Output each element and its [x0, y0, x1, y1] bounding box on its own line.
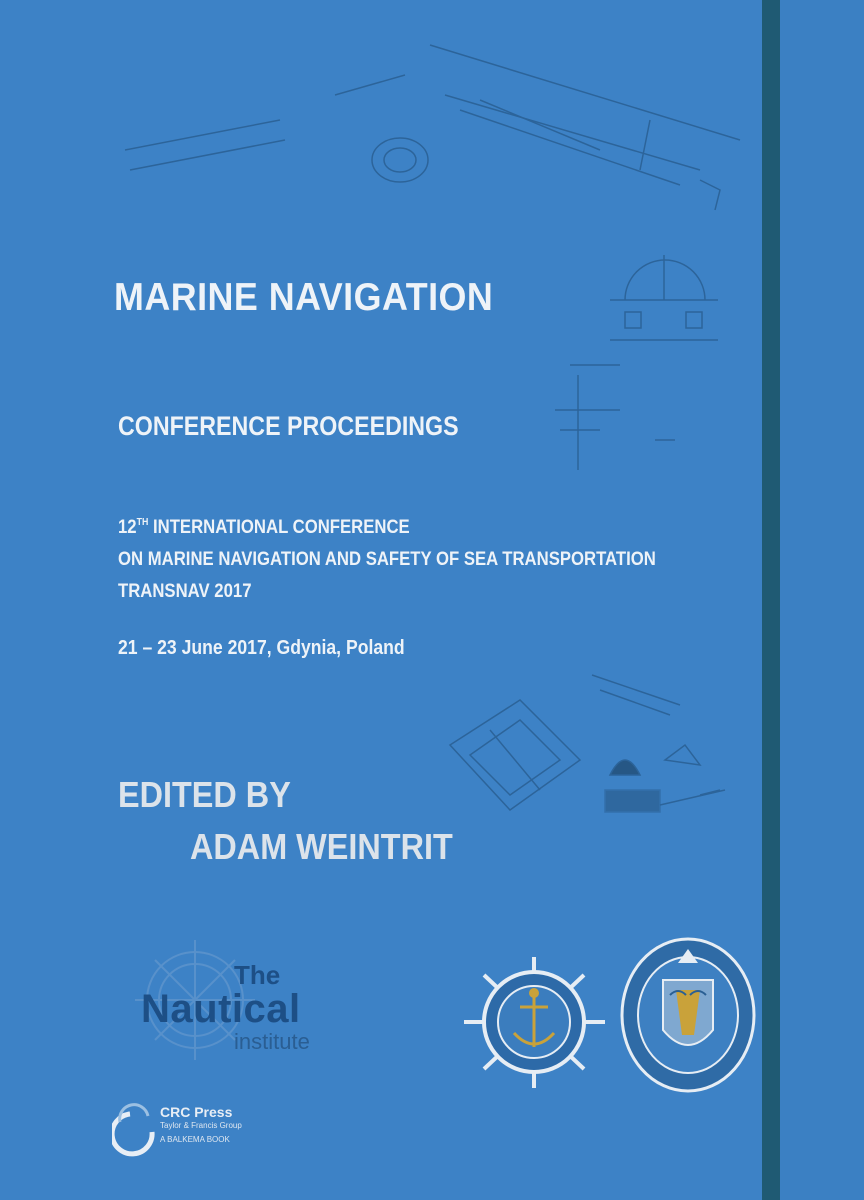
nautical-institute-the: The — [234, 960, 281, 990]
nautical-institute-name: Nautical — [141, 987, 301, 1031]
conference-line-1: 12TH INTERNATIONAL CONFERENCE — [118, 517, 410, 538]
book-subtitle: CONFERENCE PROCEEDINGS — [118, 411, 459, 441]
crc-press-name: CRC Press — [160, 1104, 233, 1120]
spine-strip — [762, 0, 780, 1200]
edited-by-label: EDITED BY — [118, 774, 291, 815]
conference-description — [118, 507, 656, 608]
conference-line-2: ON MARINE NAVIGATION AND SAFETY OF SEA TRANSPORTATION — [118, 549, 656, 570]
conference-line-3: TRANSNAV 2017 — [118, 581, 252, 602]
book-title: MARINE NAVIGATION — [114, 276, 494, 319]
maritime-academy-seal-icon — [462, 955, 607, 1090]
editor-name: ADAM WEINTRIT — [190, 826, 453, 867]
crc-press-tagline-2: A BALKEMA BOOK — [160, 1135, 230, 1144]
date-location: 21 – 23 June 2017, Gdynia, Poland — [118, 637, 405, 659]
spine-right-panel — [780, 0, 864, 1200]
gdynia-maritime-university-seal-icon — [618, 935, 758, 1095]
crc-press-tagline: Taylor & Francis Group — [160, 1121, 242, 1130]
nautical-institute-institute: institute — [234, 1029, 310, 1054]
